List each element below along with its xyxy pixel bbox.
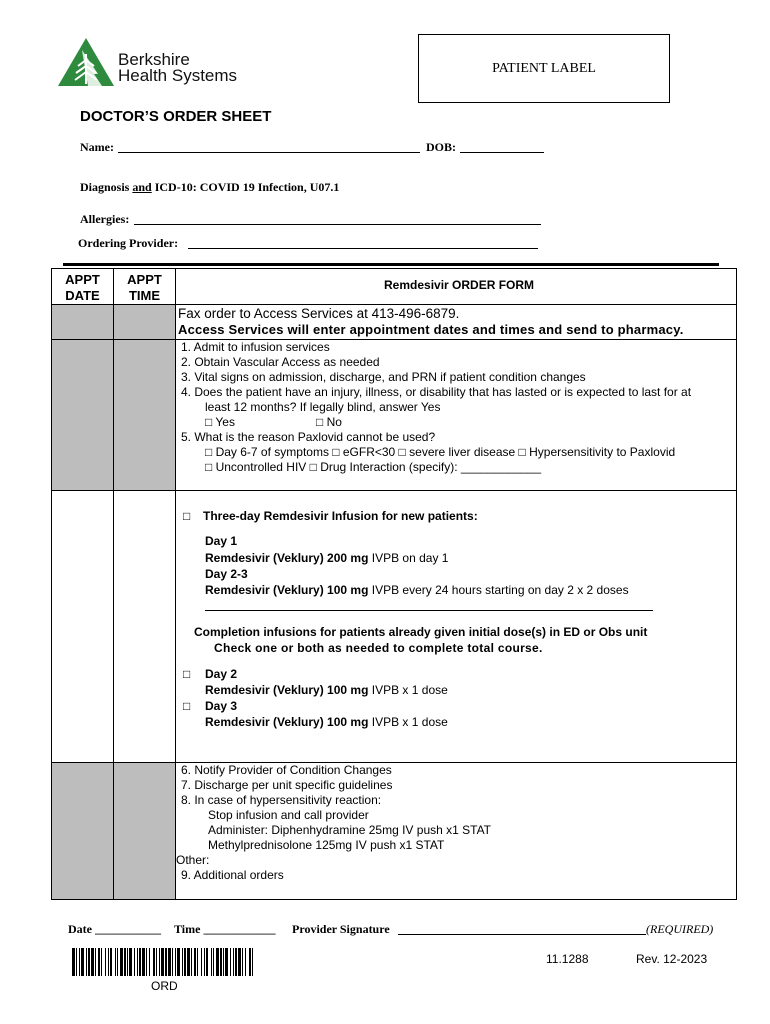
form-number: 11.1288 [546, 952, 589, 966]
barcode-text: ORD [151, 979, 178, 993]
day3-label: Day 3 [205, 699, 238, 713]
time-cell-final[interactable] [114, 763, 175, 899]
access-services-instruction: Access Services will enter appointment dates and times and send to pharmacy. [178, 322, 684, 337]
day3-order [205, 715, 448, 730]
row-divider [52, 490, 736, 491]
col-time-line2: TIME [128, 288, 161, 303]
footer-date-label[interactable]: Date ___________ [68, 922, 161, 936]
date-cell-final[interactable] [52, 763, 113, 899]
day2-detail: IVPB x 1 dose [368, 683, 448, 697]
completion-heading: Completion infusions for patients already given initial dose(s) in ED or Obs unit [194, 625, 648, 639]
item-7: 7. Discharge per unit specific guidelines [181, 778, 393, 792]
day1-detail: IVPB on day 1 [368, 551, 449, 565]
other-label[interactable]: Other: [176, 853, 210, 867]
allergies-label: Allergies: [80, 212, 130, 226]
item-1: 1. Admit to infusion services [181, 340, 330, 354]
item-4-yes-checkbox[interactable]: □ Yes [205, 415, 235, 429]
col-header-appt-time [114, 272, 175, 304]
signature-field[interactable] [398, 934, 646, 935]
item-8a: Stop infusion and call provider [208, 808, 369, 822]
item-4-no-checkbox[interactable]: □ No [316, 415, 342, 429]
patient-label-box: PATIENT LABEL [418, 34, 670, 103]
footer-time-label[interactable]: Time ____________ [174, 922, 276, 936]
day23-drug: Remdesivir (Veklury) 100 mg [205, 583, 369, 597]
day23-order [205, 583, 629, 598]
time-cell-items[interactable] [114, 340, 175, 490]
date-cell-fax[interactable] [52, 305, 113, 339]
item-5: 5. What is the reason Paxlovid cannot be used? [181, 430, 436, 444]
divider [63, 263, 719, 266]
col-date-line1: APPT [65, 272, 100, 287]
day1-order [205, 551, 448, 566]
form-title: Remdesivir ORDER FORM [384, 278, 535, 292]
diagnosis-prefix: Diagnosis [80, 180, 133, 194]
item-5-options-b[interactable]: □ Uncontrolled HIV □ Drug Interaction (specify): ____________ [205, 460, 542, 474]
logo-line2: Health Systems [118, 66, 238, 85]
col-divider [113, 269, 114, 899]
item-4-cont: least 12 months? If legally blind, answer Yes [205, 400, 441, 414]
day1-drug: Remdesivir (Veklury) 200 mg [205, 551, 369, 565]
row-divider [52, 339, 736, 340]
three-day-label: Three-day Remdesivir Infusion for new patients: [203, 509, 478, 523]
completion-subheading: Check one or both as needed to complete total course. [214, 641, 543, 655]
fax-instruction: Fax order to Access Services at 413-496-6879. [178, 306, 460, 321]
item-8c: Methylprednisolone 125mg IV push x1 STAT [208, 838, 445, 852]
item-2: 2. Obtain Vascular Access as needed [181, 355, 380, 369]
dob-label: DOB: [426, 140, 456, 154]
day2-label: Day 2 [205, 667, 238, 681]
day2-checkbox[interactable]: □ [183, 667, 191, 681]
item-4: 4. Does the patient have an injury, illness, or disability that has lasted or is expected to last for at [181, 385, 692, 399]
logo-line1: Berkshire [118, 50, 190, 69]
item-8b: Administer: Diphenhydramine 25mg IV push x1 STAT [208, 823, 492, 837]
col-header-appt-date [52, 272, 113, 304]
day3-drug: Remdesivir (Veklury) 100 mg [205, 715, 369, 729]
item-5-options-a[interactable]: □ Day 6-7 of symptoms □ eGFR<30 □ severe liver disease □ Hypersensitivity to Paxlovid [205, 445, 676, 459]
day2-order [205, 683, 448, 698]
three-day-checkbox[interactable]: □ [183, 509, 191, 523]
barcode-icon [72, 948, 254, 976]
row-divider [52, 762, 736, 763]
day23-detail: IVPB every 24 hours starting on day 2 x 2 doses [368, 583, 629, 597]
diagnosis-line [80, 180, 339, 195]
day3-checkbox[interactable]: □ [183, 699, 191, 713]
name-label: Name: [80, 140, 114, 154]
row-divider [52, 304, 736, 305]
col-date-line2: DATE [65, 288, 100, 303]
footer-signature-label: Provider Signature [292, 922, 390, 936]
time-cell-fax[interactable] [114, 305, 175, 339]
required-note: (REQUIRED) [646, 922, 714, 936]
col-time-line1: APPT [127, 272, 162, 287]
day1-label: Day 1 [205, 534, 238, 548]
item-8: 8. In case of hypersensitivity reaction: [181, 793, 382, 807]
page-title: DOCTOR’S ORDER SHEET [80, 108, 272, 125]
revision-date: Rev. 12-2023 [636, 952, 708, 966]
section-divider [205, 610, 653, 611]
item-9[interactable]: 9. Additional orders [181, 868, 284, 882]
item-3: 3. Vital signs on admission, discharge, and PRN if patient condition changes [181, 370, 586, 384]
diagnosis-and: and [132, 180, 152, 194]
ordering-provider-field[interactable] [188, 248, 538, 249]
day2-drug: Remdesivir (Veklury) 100 mg [205, 683, 369, 697]
name-field[interactable] [118, 152, 420, 153]
dob-field[interactable] [460, 152, 544, 153]
diagnosis-text: ICD-10: COVID 19 Infection, U07.1 [151, 180, 340, 194]
date-cell-items[interactable] [52, 340, 113, 490]
ordering-provider-label: Ordering Provider: [78, 236, 179, 250]
col-divider [175, 269, 176, 899]
day3-detail: IVPB x 1 dose [368, 715, 448, 729]
order-table [51, 268, 737, 900]
logo-text [118, 52, 237, 84]
allergies-field[interactable] [134, 224, 541, 225]
day23-label: Day 2-3 [205, 567, 248, 581]
item-6: 6. Notify Provider of Condition Changes [181, 763, 392, 777]
